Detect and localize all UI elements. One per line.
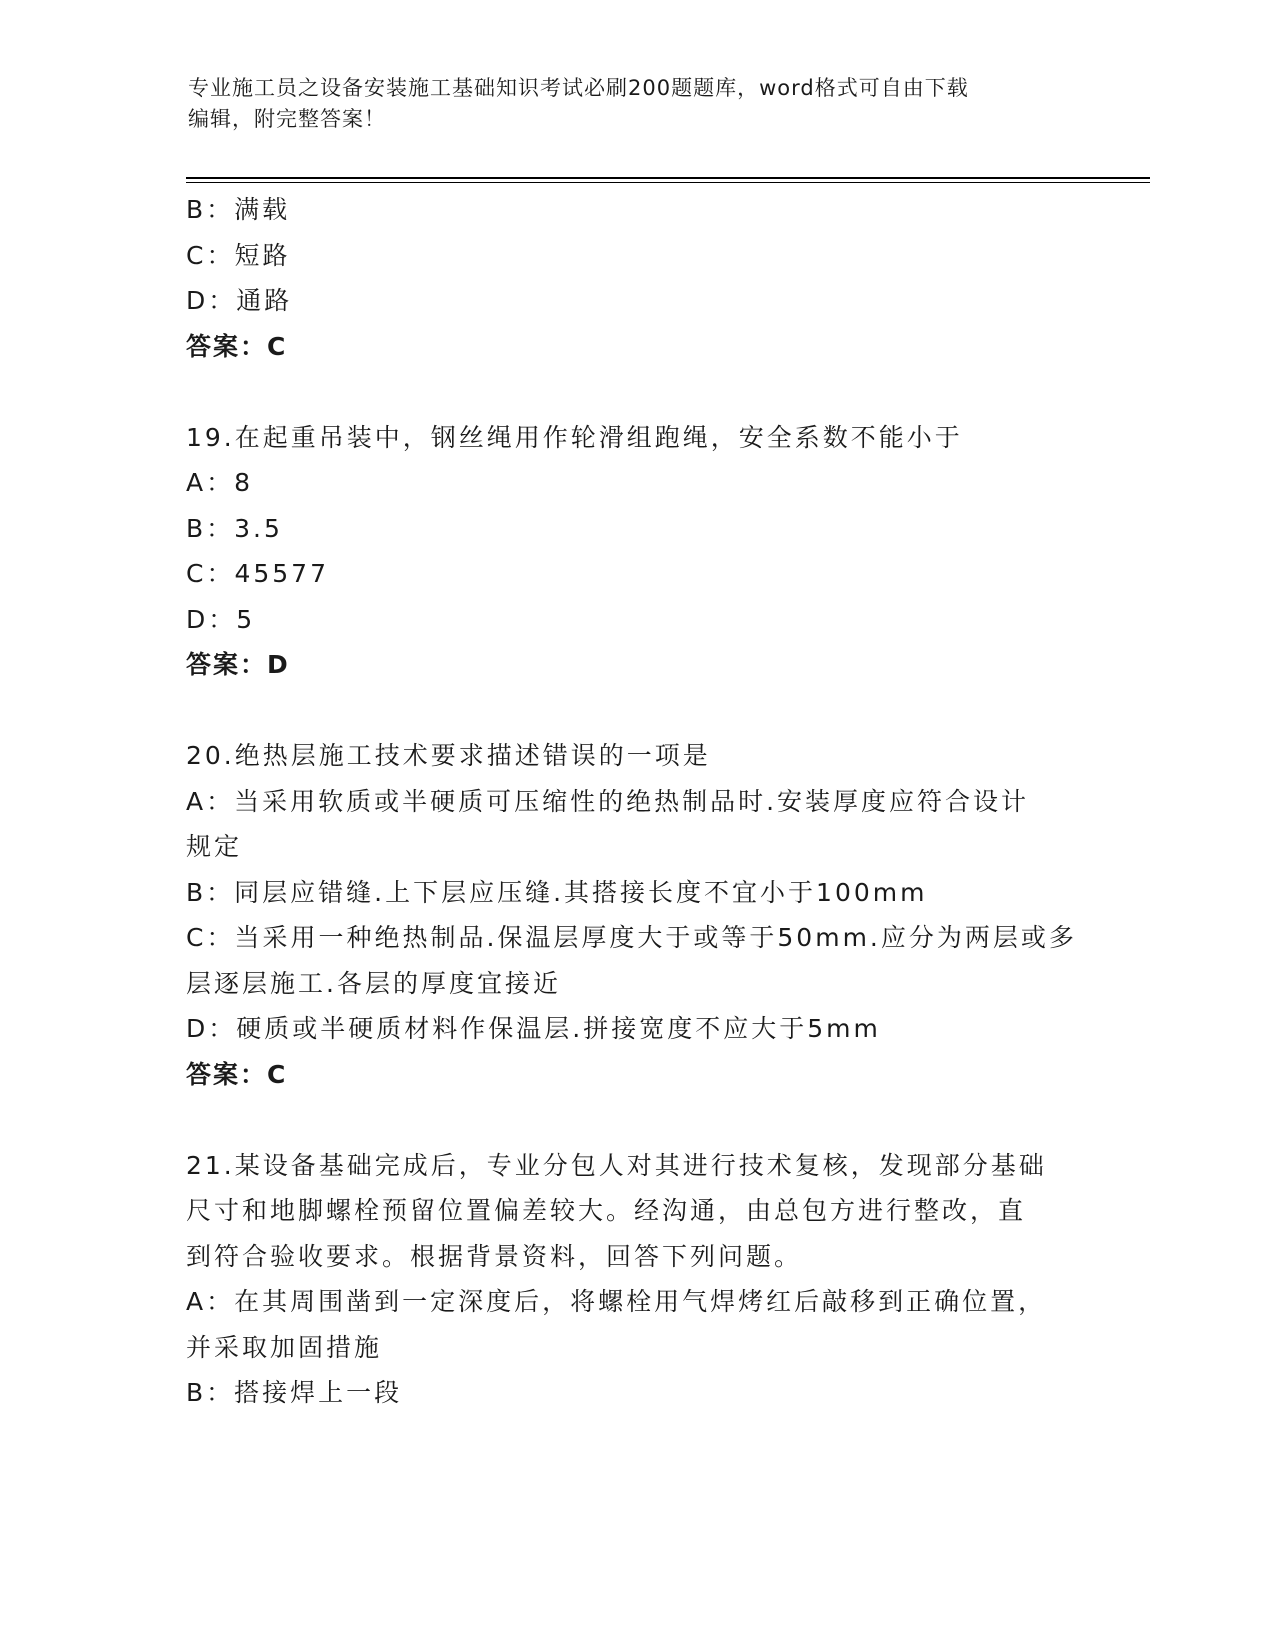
q20-option-d: D：硬质或半硬质材料作保温层.拼接宽度不应大于5mm (186, 1014, 881, 1043)
q21-option-b: B：搭接焊上一段 (186, 1378, 403, 1407)
q19-option-c: C：45577 (186, 559, 329, 588)
q18-option-c: C：短路 (186, 240, 291, 270)
header-title-line-1: 专业施工员之设备安装施工基础知识考试必刷200题题库，word格式可自由下载 (188, 76, 969, 100)
q19-option-a: A：8 (186, 468, 254, 497)
spacer (186, 369, 1086, 415)
q21-question-line-1: 21.某设备基础完成后，专业分包人对其进行技术复核，发现部分基础 (186, 1150, 1047, 1180)
q18-option-b: B：满载 (186, 195, 291, 224)
q19-option-d: D：5 (186, 604, 256, 634)
q20-option-a-line-2: 规定 (186, 832, 243, 861)
q20-option-c-line-1: C：当采用一种绝热制品.保温层厚度大于或等于50mm.应分为两层或多 (186, 923, 1077, 952)
q20-option-a-line-1: A：当采用软质或半硬质可压缩性的绝热制品时.安装厚度应符合设计 (186, 786, 1030, 816)
q21-question-line-3: 到符合验收要求。根据背景资料，回答下列问题。 (186, 1241, 803, 1271)
q21-option-a-line-2: 并采取加固措施 (186, 1332, 383, 1362)
spacer (186, 1097, 1086, 1143)
q21-question-line-2: 尺寸和地脚螺栓预留位置偏差较大。经沟通，由总包方进行整改，直 (186, 1196, 1027, 1225)
q20-option-c-line-2: 层逐层施工.各层的厚度宜接近 (186, 968, 561, 998)
document-header (188, 73, 1088, 135)
q20-question: 20.绝热层施工技术要求描述错误的一项是 (186, 741, 711, 770)
q20-answer: 答案：C (186, 1059, 288, 1089)
q19-option-b: B：3.5 (186, 513, 283, 543)
header-divider-thin (186, 182, 1150, 183)
q21-option-a-line-1: A：在其周围凿到一定深度后，将螺栓用气焊烤红后敲移到正确位置， (186, 1287, 1047, 1316)
q18-option-d: D：通路 (186, 286, 293, 315)
spacer (186, 688, 1086, 734)
question-content (186, 187, 1086, 1416)
header-divider-thick (186, 177, 1150, 179)
q18-answer: 答案：C (186, 331, 288, 361)
q19-answer: 答案：D (186, 650, 290, 679)
header-title-line-2: 编辑，附完整答案！ (188, 107, 386, 131)
q20-option-b: B：同层应错缝.上下层应压缝.其搭接长度不宜小于100mm (186, 877, 928, 907)
q19-question: 19.在起重吊装中，钢丝绳用作轮滑组跑绳，安全系数不能小于 (186, 422, 963, 452)
